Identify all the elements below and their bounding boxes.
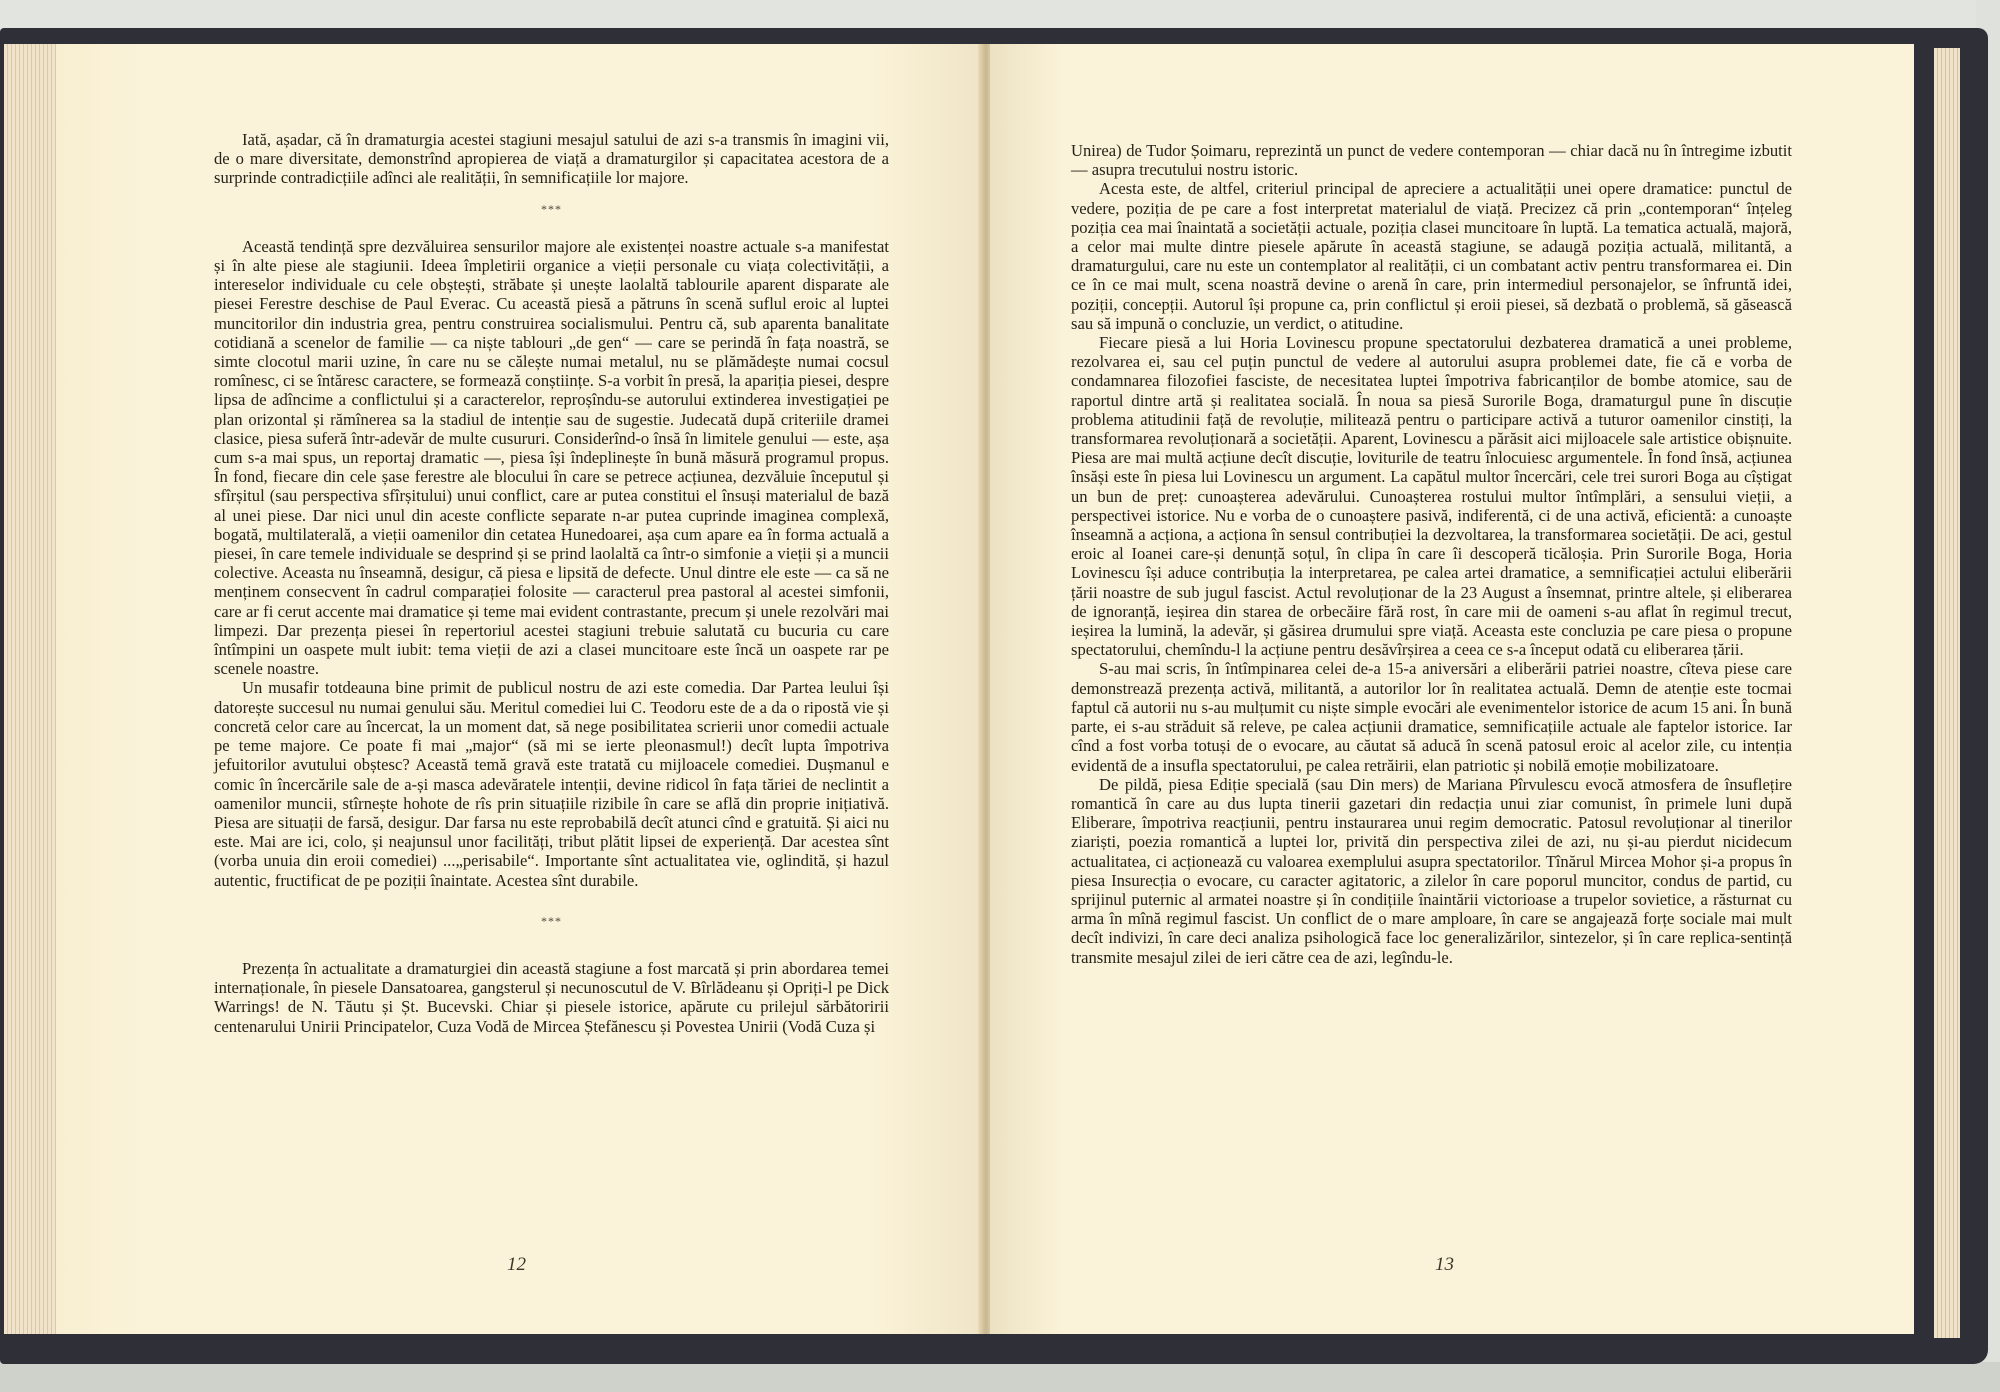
- paragraph: S-au mai scris, în întîmpinarea celei de-a 15-a aniversări a eliberării patriei noastre, cîteva piese care demonstrează prezența activă, militantă, a autorilor lor în realitatea actuală. Demn de atenție este tocmai faptul că autorii nu s-au mulțumit cu niște simple evocări ale evenimentelor istorice de acum 15 ani. În bună parte, ei s-au străduit să releve, pe calea acțiunii dramatice, semnificațiile actuale ale faptelor istorice. Iar cînd a fost vorba totuși de o evocare, au căutat să aducă în scenă patosul eroic al acelor zile, cu intenția evidentă de a insufla spectatorului, pe calea retrăirii, elan patriotic și nobilă emoție mobilizatoare.: [1071, 659, 1792, 775]
- left-page-edges: [4, 44, 56, 1334]
- right-page: [990, 44, 1914, 1334]
- page-number: 12: [507, 1253, 526, 1275]
- paragraph: Acesta este, de altfel, criteriul principal de apreciere a actualității unei opere dramatice: punctul de vedere, poziția de pe care a fost interpretat materialul de viață. Precizez că prin „contemporan“ înțeleg poziția cea mai înaintată a societății actuale, poziția clasei muncitoare în luptă. La tematica actuală, majoră, a celor mai multe dintre piesele apărute în această stagiune, se adaugă poziția actuală, militantă, a dramaturgului, care nu este un contemplator al realității, ci un combatant activ pentru transformarea ei. Din ce în ce mai mult, scena noastră devine o arenă în care, prin intermediul personajelor, se înfruntă idei, poziții, concepții. Autorul își propune ca, prin conflictul și eroii piesei, să dezbată o problemă, să găsească sau să impună o concluzie, un verdict, o atitudine.: [1071, 179, 1792, 333]
- section-separator: ***: [541, 201, 562, 216]
- paragraph: Fiecare piesă a lui Horia Lovinescu propune spectatorului dezbaterea dramatică a unei probleme, rezolvarea ei, sau cel puțin punctul de vedere al autorului asupra problemei date, fie că e vorba de condamnarea filozofiei fasciste, de necesitatea luptei împotriva fabricanților de bombe atomice, sau de raportul dintre artă și realitatea socială. În noua sa piesă Surorile Boga, dramaturgul pune în discuție problema atitudinii față de revoluție, militează pentru o participare activă a tuturor oamenilor cinstiți, la transformarea revoluționară a societății. Aparent, Lovinescu a părăsit aici mijloacele sale artistice obișnuite. Piesa are mai multă acțiune decît discuție, loviturile de teatru înlocuiesc argumentele. În fond însă, acțiunea însăși este în piesa lui Lovinescu un argument. La capătul multor încercări, cele trei surori Boga au cîștigat un bun de preț: cunoașterea adevărului. Cunoașterea rostului multor întîmplări, a sensului vieții, a perspectivei istorice. Nu e vorba de o cunoaștere pasivă, indiferentă, ci de una activă, eficientă: a cunoaște înseamnă a acționa, a acționa în sensul contribuției la dezvoltarea, la transformarea societății. De aci, gestul eroic al Ioanei care-și denunță soțul, în clipa în care îi descoperă ticăloșia. Prin Surorile Boga, Horia Lovinescu își aduce contribuția la interpretarea, pe calea artei dramatice, a semnificației actului eliberării țării noastre de sub jugul fascist. Actul revoluționar de la 23 August a însemnat, printre altele, și eliberarea de ignoranță, ieșirea din starea de orbecăire fără rost, în care mii de oameni s-au aflat în regimul trecut, ieșirea la lumină, la adevăr, și găsirea drumului spre viață. Aceasta este concluzia pe care piesa o propune spectatorului, chemîndu-l la acțiune pentru desăvîrșirea a ceea ce s-a început odată cu eliberarea țării.: [1071, 333, 1792, 660]
- paragraph: Un musafir totdeauna bine primit de publicul nostru de azi este comedia. Dar Partea leului își datorește succesul nu numai genului său. Meritul comediei lui C. Teodoru este de a da o ripostă vie și concretă celor care au încercat, la un moment dat, să nege posibilitatea scrierii unor comedii actuale pe teme majore. Ce poate fi mai „major“ (să mi se ierte pleonasmul!) decît lupta împotriva jefuitorilor avutului obștesc? Această temă gravă este tratată cu mijloacele comediei. Dușmanul e comic în încercările sale de a-și masca adevăratele intenții, devine ridicol în fața tăriei de neclintit a oamenilor muncii, stîrnește hohote de rîs prin situațiile rizibile în care se află din proprie inițiativă. Piesa are situații de farsă, desigur. Dar farsa nu este reprobabilă decît atunci cînd e gratuită. Și aici nu este. Mai are ici, colo, și neajunsul unor facilități, tribut plătit lipsei de experiență. Dar acestea sînt (vorba unuia din eroii comediei) ...„perisabile“. Importante sînt actualitatea vie, oglindită, și hazul autentic, fructificat de pe poziții înaintate. Acestea sînt durabile.: [214, 678, 889, 890]
- paragraph: De pildă, piesa Ediție specială (sau Din mers) de Mariana Pîrvulescu evocă atmosfera de însuflețire romantică în care au dus lupta tinerii gazetari din redacția unui ziar comunist, în primele luni după Eliberare, împotriva reacțiunii, pentru instaurarea unui regim democratic. Patosul revoluționar al tinerilor ziariști, poezia romantică a luptei lor, privită din perspectiva zilei de azi, nu și-au pierdut nicidecum actualitatea, ci acționează cu valoarea exemplului asupra spectatorilor. Tînărul Mircea Mohor și-a propus în piesa Insurecția o evocare, cu caracter agitatoric, a zilelor în care poporul muncitor, condus de partid, cu sprijinul puternic al armatei noastre și în condițiile înaintării victorioase a trupelor sovietice, a răsturnat cu arma în mînă regimul fascist. Un conflict de o mare amploare, în care se angajează forțe sociale mai mult decît indivizi, în care deci analiza psihologică face loc generalizărilor, sintezelor, și în care replica-sentință transmite mesajul zilei de ieri către cea de azi, legîndu-le.: [1071, 774, 1792, 967]
- right-page-edges: [1934, 48, 1960, 1338]
- paragraph: Unirea) de Tudor Șoimaru, reprezintă un punct de vedere contemporan — chiar dacă nu în întregime izbutit — asupra trecutului nostru istoric.: [1071, 141, 1792, 180]
- section-separator: ***: [541, 913, 562, 928]
- paragraph: Iată, așadar, că în dramaturgia acestei stagiuni mesajul satului de azi s-a transmis în imagini vii, de o mare diversitate, demonstrînd apropierea de viață a dramaturgilor și capacitatea acestora de a surprinde contradicțiile adînci ale realității, în semnificațiile lor majore.: [214, 130, 889, 188]
- paragraph: Această tendință spre dezvăluirea sensurilor majore ale existenței noastre actuale s-a manifestat și în alte piese ale stagiunii. Ideea împletirii organice a vieții personale cu viața colectivității, a intereselor individuale cu cele obștești, străbate și unește laolaltă tablourile aparent disparate ale piesei Ferestre deschise de Paul Everac. Cu această piesă a pătruns în scenă suflul eroic al luptei muncitorilor din industria grea, pentru construirea socialismului. Pentru că, sub aparenta banalitate cotidiană a scenelor de familie — ca niște tablouri „de gen“ — care se perindă în fața noastră, se simte clocotul marii uzine, în care nu se călește numai metalul, nu se plămădește numai cocsul romînesc, ci se întăresc caractere, se formează conștiințe. S-a vorbit în presă, la apariția piesei, despre lipsa de adîncime a conflictului și a caracterelor, reproșîndu-se autorului extinderea investigației pe plan orizontal și rămînerea sa la stadiul de intenție sau de sugestie. Judecată după criteriile dramei clasice, piesa suferă într-adevăr de multe cusururi. Considerînd-o însă în limitele genului — este, așa cum s-a mai spus, un reportaj dramatic —, piesa își îndeplinește în bună măsură programul propus. În fond, fiecare din cele șase ferestre ale blocului în care se petrece acțiunea, dezvăluie începutul și sfîrșitul (sau perspectiva sfîrșitului) unui conflict, care ar putea constitui el însuși materialul de bază al unei piese. Dar nici unul din aceste conflicte separate n-ar putea cuprinde imaginea complexă, bogată, multilaterală, a vieții oamenilor din cetatea Hunedoarei, așa cum apare ea în forma actuală a piesei, în care temele individuale se desprind și se prind laolaltă ca într-o simfonie a vieții și a muncii colective. Aceasta nu înseamnă, desigur, că piesa e lipsită de defecte. Unul dintre ele este — ca să ne menținem consecvent în cadrul comparației folosite — caracterul prea pastoral al acestei simfonii, care ar fi cerut accente mai dramatice și teme mai evident contrastante, precum și unele rezolvări mai limpezi. Dar prezența piesei în repertoriul acestei stagiuni trebuie salutată cu bucuria cu care întîmpini un oaspete mult iubit: tema vieții de azi a clasei muncitoare este încă un oaspete rar pe scenele noastre.: [214, 236, 889, 679]
- left-page: [56, 44, 982, 1334]
- scan-background-bottom: [0, 1362, 2000, 1392]
- paragraph: Prezența în actualitate a dramaturgiei din această stagiune a fost marcată și prin abordarea temei internaționale, în piesele Dansatoarea, gangsterul și necunoscutul de V. Bîrlădeanu și Opriți-l pe Dick Warrings! de N. Tăutu și Șt. Bucevski. Chiar și piesele istorice, apărute cu prilejul sărbătoririi centenarului Unirii Principatelor, Cuza Vodă de Mircea Ștefănescu și Povestea Unirii (Vodă Cuza și: [214, 958, 889, 1036]
- page-number: 13: [1435, 1253, 1454, 1275]
